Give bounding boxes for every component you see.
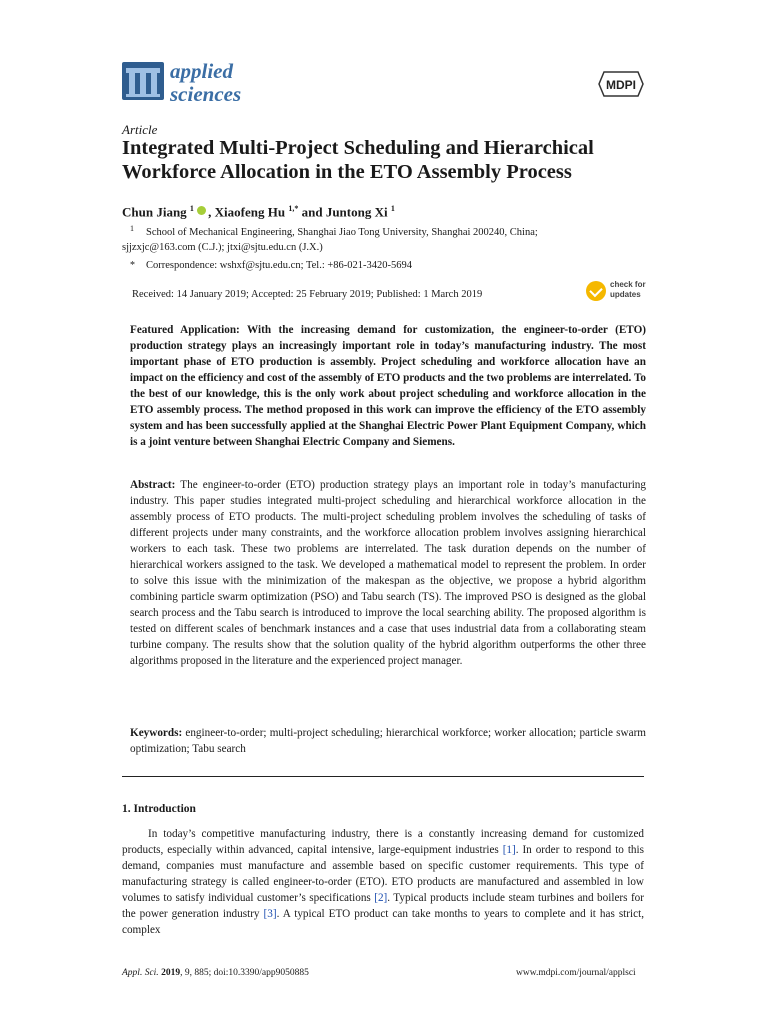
footer-journal: Appl. Sci. xyxy=(122,968,159,978)
affiliation-address: School of Mechanical Engineering, Shanghai Jiao Tong University, Shanghai 200240, China; xyxy=(146,227,538,238)
section-heading: 1. Introduction xyxy=(122,803,196,815)
keywords-text: engineer-to-order; multi-project scheduling; hierarchical workforce; worker allocation; particle swarm optimization; Tabu search xyxy=(130,727,646,755)
keywords-label: Keywords: xyxy=(130,727,183,739)
abstract-label: Abstract: xyxy=(130,479,176,491)
abstract xyxy=(130,477,646,669)
keywords xyxy=(130,725,646,757)
abstract-text: The engineer-to-order (ETO) production strategy plays an important role in today’s manufacturing industry. This paper studies integrated multi-project scheduling and hierarchical workforce allocation in the assembly process of ETO products. The multi-project scheduling problem involves the scheduling of tasks of different projects under many constraints, and the workforce allocation problem involves assigning hierarchical workers to each task. These two problems are interrelated. The task duration depends on the number of hierarchical workers assigned to the task. We developed a mathematical model to represent the problem. In order to solve this issue with the minimization of the makespan as the objective, we propose a hybrid algorithm combining particle swarm optimization (PSO) and Tabu search (TS). The improved PSO is designed as the global search process and the Tabu search is introduced to improve the local searching ability. The proposed algorithm is tested on different scales of benchmark instances and a case that uses industrial data from a collaborating steam turbine company. The results show that the solution quality of the hybrid algorithm outperforms the other three algorithms proposed in the literature and the experienced project manager. xyxy=(130,479,646,667)
author-name: Xiaofeng Hu xyxy=(214,204,286,220)
publication-dates: Received: 14 January 2019; Accepted: 25 February 2019; Published: 1 March 2019 xyxy=(132,289,483,300)
correspondence-marker: * xyxy=(130,260,135,271)
citation-link[interactable]: [3] xyxy=(263,908,277,920)
author-name: Juntong Xi xyxy=(325,204,388,220)
featured-application xyxy=(130,322,646,450)
featured-label: Featured Application: xyxy=(130,324,240,336)
author-affiliation-sup: 1,* xyxy=(288,204,299,213)
footer-year: 2019 xyxy=(161,968,181,978)
journal-name-line2: sciences xyxy=(170,82,242,106)
featured-text: With the increasing demand for customization, the engineer-to-order (ETO) production strategy plays an increasingly important role in today’s manufacturing industry. The most important phase of ETO production is assembly. Project scheduling and workforce allocation have an impact on the efficiency and cost of the assembly of ETO products and the two problems are interrelated. To the best of our knowledge, this is the only work about project scheduling and workforce allocation in the ETO assembly process. The method proposed in this work can improve the efficiency of the ETO assembly system and has been successfully applied at the Shanghai Electric Power Plant Equipment Company, which is a joint venture between Shanghai Electric Company and Siemens. xyxy=(130,324,646,448)
intro-text: . A typical ETO product can take months to years to complete and it has strict, complex xyxy=(122,908,644,936)
check-updates-icon xyxy=(586,281,606,301)
check-updates-label: updates xyxy=(610,290,641,299)
intro-text: In today’s competitive manufacturing industry, there is a constantly increasing demand for customized products, especially within advanced, capital intensive, large-equipment industries xyxy=(122,828,644,856)
check-updates-label: check for xyxy=(610,280,646,289)
footer-citation xyxy=(122,968,309,978)
author-conjunction: and xyxy=(301,204,323,220)
publisher-logo xyxy=(598,70,644,98)
intro-text: . Typical products include steam turbines and boilers for the power generation industry xyxy=(122,892,644,920)
check-for-updates-button[interactable] xyxy=(586,279,656,305)
article-title: Integrated Multi-Project Scheduling and Hierarchical Workforce Allocation in the ETO Assembly Process xyxy=(122,137,594,183)
citation-link[interactable]: [1] xyxy=(502,844,516,856)
affiliation-marker: 1 xyxy=(130,224,134,233)
section-divider xyxy=(122,776,644,777)
intro-text: . In order to respond to this demand, companies must manufacture and assemble based on specific customer requirements. This type of manufacturing strategy is called engineer-to-order (ETO). ETO products are manufactured and assembled in low volumes to satisfy individual customer’s specifications xyxy=(122,844,644,904)
orcid-icon[interactable] xyxy=(197,206,206,215)
journal-logo-icon xyxy=(122,62,164,100)
correspondence: Correspondence: wshxf@sjtu.edu.cn; Tel.: +86-021-3420-5694 xyxy=(146,260,413,271)
footer-url-link[interactable]: www.mdpi.com/journal/applsci xyxy=(516,968,636,978)
author-affiliation-sup: 1 xyxy=(189,204,194,213)
introduction-paragraph xyxy=(122,826,644,938)
author-list: Chun Jiang $^1$ , Xiaofeng Hu $^{1,*}$ and Juntong Xi $^1$ xyxy=(122,204,395,220)
citation-link[interactable]: [2] xyxy=(374,892,388,904)
author-affiliation-sup: 1 xyxy=(390,204,395,213)
article-type: Article xyxy=(122,122,158,137)
affiliation xyxy=(122,225,616,255)
journal-name-line1: applied xyxy=(170,59,233,83)
footer-doi: , 9, 885; doi:10.3390/app9050885 xyxy=(180,968,309,978)
publisher-name: MDPI xyxy=(606,78,636,92)
author-emails: sjjzxjc@163.com (C.J.); jtxi@sjtu.edu.cn (J.X.) xyxy=(122,242,323,253)
author-name: Chun Jiang xyxy=(122,204,187,220)
